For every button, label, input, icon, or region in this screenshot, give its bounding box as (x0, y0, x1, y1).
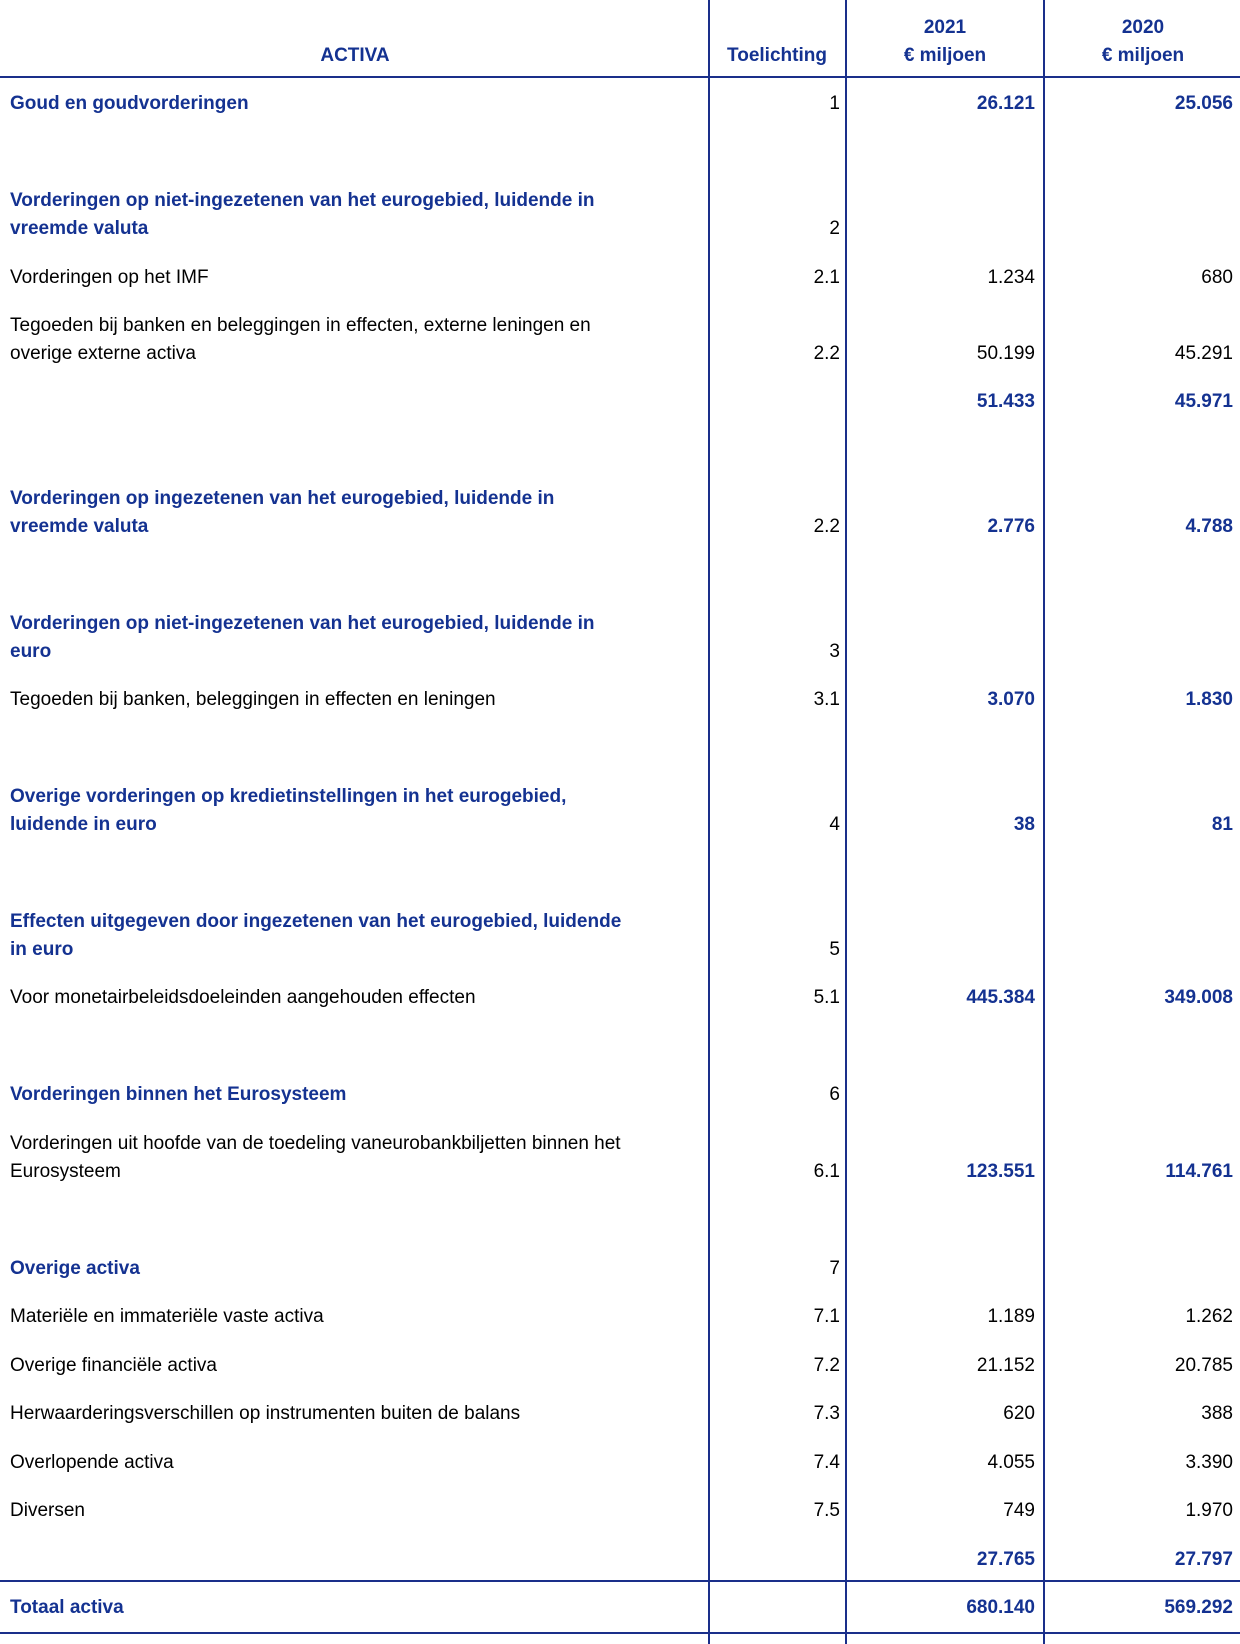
row-note: 7 (829, 1258, 840, 1279)
row-value-2020: 45.291 (1174, 343, 1233, 364)
row-value-2021: 50.199 (976, 343, 1035, 364)
header-bottom-rule (0, 76, 1240, 78)
subtotal-2020: 45.971 (1174, 391, 1233, 412)
subtotal-2021: 51.433 (976, 391, 1035, 412)
row-note: 4 (829, 814, 840, 835)
row-note: 6 (829, 1084, 840, 1105)
row-value-2021: 749 (1003, 1500, 1035, 1521)
row-note: 7.3 (813, 1403, 840, 1424)
row-value-2020: 4.788 (1185, 516, 1233, 537)
header-2021-year: 2021 (923, 17, 967, 38)
row-value-2020: 20.785 (1174, 1355, 1233, 1376)
row-note: 7.4 (813, 1452, 840, 1473)
row-value-2020: 1.262 (1185, 1306, 1233, 1327)
row-desc: Vorderingen uit hoofde van de toedeling vaneurobankbiljetten binnen het Eurosysteem (10, 1133, 621, 1182)
header-2021 (850, 14, 1040, 70)
row-value-2021: 1.189 (987, 1306, 1035, 1327)
row-value-2021: 1.234 (987, 267, 1035, 288)
total-label: Totaal activa (10, 1597, 124, 1618)
row-value-2021: 123.551 (966, 1161, 1035, 1182)
row-value-2021: 3.070 (987, 689, 1035, 710)
row-value-2021: 26.121 (976, 93, 1035, 114)
row-note: 3.1 (813, 689, 840, 710)
row-note: 7.5 (813, 1500, 840, 1521)
total-top-rule (0, 1580, 1240, 1582)
header-2020-unit: € miljoen (1101, 45, 1185, 66)
row-value-2021: 620 (1003, 1403, 1035, 1424)
row-value-2020: 25.056 (1174, 93, 1233, 114)
row-desc: Materiële en immateriële vaste activa (10, 1306, 324, 1327)
header-2021-unit: € miljoen (903, 45, 987, 66)
row-desc: Goud en goudvorderingen (10, 93, 249, 114)
row-desc: Vorderingen op niet-ingezetenen van het eurogebied, luidende in euro (10, 613, 595, 662)
row-desc: Vorderingen op ingezetenen van het eurogebied, luidende in vreemde valuta (10, 488, 555, 537)
header-activa: ACTIVA (320, 45, 390, 66)
row-note: 5.1 (813, 987, 840, 1008)
row-note: 2 (829, 218, 840, 239)
row-desc: Tegoeden bij banken en beleggingen in effecten, externe leningen en overige externe activa (10, 315, 591, 364)
header-toelichting: Toelichting (727, 45, 827, 66)
row-note: 5 (829, 939, 840, 960)
row-desc: Diversen (10, 1500, 85, 1521)
row-desc: Vorderingen op het IMF (10, 267, 209, 288)
header-2020-year: 2020 (1121, 17, 1165, 38)
row-value-2021: 445.384 (966, 987, 1035, 1008)
row-value-2020: 680 (1201, 267, 1233, 288)
row-value-2020: 349.008 (1164, 987, 1233, 1008)
row-note: 6.1 (813, 1161, 840, 1182)
row-note: 2.1 (813, 267, 840, 288)
subtotal-2021: 27.765 (976, 1549, 1035, 1570)
row-desc: Effecten uitgegeven door ingezetenen van het eurogebied, luidende in euro (10, 911, 622, 960)
row-note: 1 (829, 93, 840, 114)
row-desc: Tegoeden bij banken, beleggingen in effecten en leningen (10, 689, 496, 710)
row-note: 7.2 (813, 1355, 840, 1376)
row-value-2020: 81 (1211, 814, 1233, 835)
row-desc: Overige activa (10, 1258, 140, 1279)
row-desc: Overlopende activa (10, 1452, 174, 1473)
row-desc: Vorderingen op niet-ingezetenen van het eurogebied, luidende in vreemde valuta (10, 190, 595, 239)
row-desc: Overige financiële activa (10, 1355, 217, 1376)
row-value-2020: 3.390 (1185, 1452, 1233, 1473)
row-value-2020: 1.970 (1185, 1500, 1233, 1521)
row-value-2020: 1.830 (1185, 689, 1233, 710)
column-divider-note (845, 0, 847, 1644)
row-value-2021: 4.055 (987, 1452, 1035, 1473)
row-note: 3 (829, 641, 840, 662)
row-desc: Voor monetairbeleidsdoeleinden aangehouden effecten (10, 987, 476, 1008)
total-bottom-rule (0, 1632, 1240, 1634)
row-note: 2.2 (813, 343, 840, 364)
row-note: 2.2 (813, 516, 840, 537)
row-value-2020: 388 (1201, 1403, 1233, 1424)
total-2021: 680.140 (966, 1597, 1035, 1618)
row-value-2021: 2.776 (987, 516, 1035, 537)
row-desc: Overige vorderingen op kredietinstellingen in het eurogebied, luidende in euro (10, 786, 567, 835)
total-2020: 569.292 (1164, 1597, 1233, 1618)
subtotal-2020: 27.797 (1174, 1549, 1233, 1570)
row-desc: Vorderingen binnen het Eurosysteem (10, 1084, 347, 1105)
header-2020 (1048, 14, 1238, 70)
row-value-2020: 114.761 (1165, 1161, 1233, 1182)
row-value-2021: 21.152 (976, 1355, 1035, 1376)
row-value-2021: 38 (1013, 814, 1035, 835)
row-note: 7.1 (813, 1306, 840, 1327)
row-desc: Herwaarderingsverschillen op instrumenten buiten de balans (10, 1403, 521, 1424)
column-divider-2021 (1043, 0, 1045, 1644)
